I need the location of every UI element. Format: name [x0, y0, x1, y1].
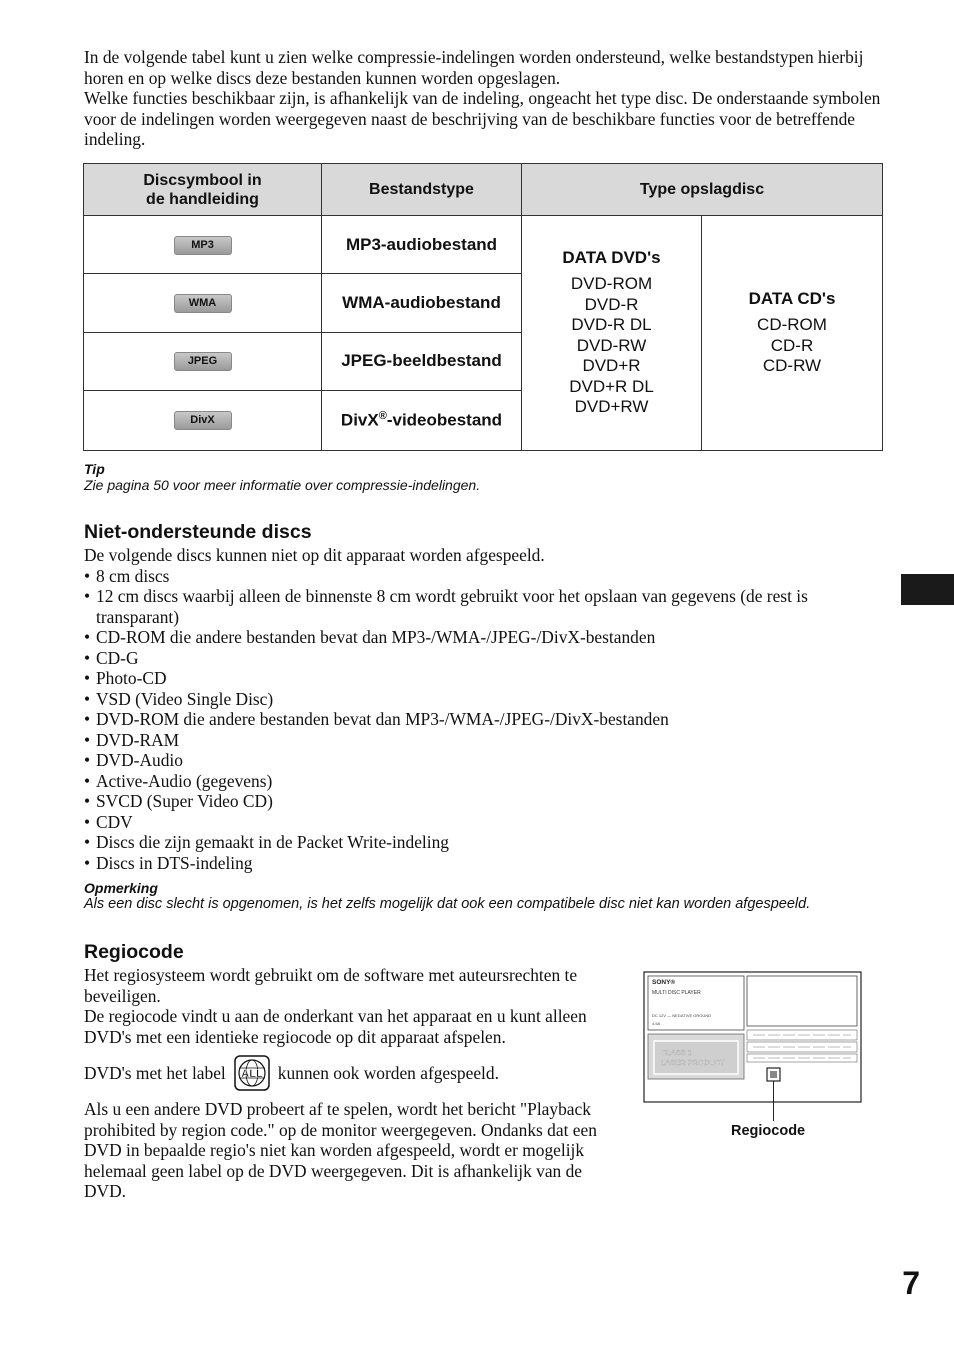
list-item: • CD-G [84, 648, 884, 669]
cd-type: CD-R [770, 335, 814, 355]
unsupported-section [84, 545, 884, 873]
list-item: • 8 cm discs [84, 566, 884, 587]
tip-heading: Tip [84, 461, 105, 477]
list-item: • CDV [84, 812, 884, 833]
list-item: • Discs die zijn gemaakt in de Packet Write-indeling [84, 832, 884, 853]
dvd-type: DVD-R [584, 294, 639, 314]
list-item: • Active-Audio (gegevens) [84, 771, 884, 792]
unsupported-intro: De volgende discs kunnen niet op dit apparaat worden afgespeeld. [84, 545, 545, 565]
mp3-symbol-icon: MP3 [174, 236, 232, 255]
file-type-cell: DivX®-videobestand [322, 390, 522, 450]
file-type-cell: JPEG-beeldbestand [322, 332, 522, 390]
dvd-type: DVD+RW [574, 397, 649, 417]
svg-text:SONY®: SONY® [652, 979, 676, 986]
side-tab-marker [901, 574, 954, 605]
dvd-type: DVD-RW [576, 335, 647, 355]
table-row [84, 216, 883, 274]
region-heading: Regiocode [84, 941, 184, 963]
list-item: • SVCD (Super Video CD) [84, 791, 884, 812]
region-callout-label: Regiocode [731, 1123, 806, 1139]
note-block [84, 880, 894, 912]
list-item: • DVD-ROM die andere bestanden bevat dan MP3-/WMA-/JPEG-/DivX-bestanden [84, 709, 884, 730]
dvd-type: DVD+R [582, 356, 641, 376]
data-cds-cell [702, 216, 883, 451]
dvd-type: DVD+R DL [569, 376, 654, 396]
file-type-cell: MP3-audiobestand [322, 216, 522, 274]
list-item: • VSD (Video Single Disc) [84, 689, 884, 710]
file-type-cell: WMA-audiobestand [322, 274, 522, 332]
jpeg-symbol-icon: JPEG [174, 352, 232, 371]
list-item: • Discs in DTS-indeling [84, 853, 884, 874]
table-header-row [84, 164, 883, 216]
note-heading: Opmerking [84, 880, 158, 896]
list-item: • DVD-Audio [84, 750, 884, 771]
list-item: • Photo-CD [84, 668, 884, 689]
dvd-type: DVD-R DL [571, 315, 652, 335]
header-storage: Type opslagdisc [522, 164, 883, 216]
note-text: Als een disc slecht is opgenomen, is het zelfs mogelijk dat ook een compatibele disc niet kan worden afgespeeld. [84, 896, 811, 912]
format-table [83, 163, 882, 451]
region-paragraph-1a: Het regiosysteem wordt gebruikt om de software met auteursrechten te beveiligen. [84, 965, 578, 1006]
unsupported-list [84, 566, 884, 874]
tip-block [84, 461, 480, 493]
region-label-line: DVD's met het label ALL kunnen ook worden afgespeeld. [84, 1055, 614, 1091]
svg-text:DC 12V — NEGATIVE GROUND: DC 12V — NEGATIVE GROUND [652, 1013, 712, 1018]
device-label-illustration [643, 971, 862, 1103]
region-paragraph-3: Als u een andere DVD probeert af te spelen, wordt het bericht "Playback prohibited by region code." op de monitor weergegeven. Ondanks dat een DVD in bepaalde regio's niet kan worden afgespeeld, wordt er mogelijk helemaal geen label op de DVD weergegeven. Dit is afhankelijk van de DVD. [84, 1099, 597, 1201]
wma-symbol-icon: WMA [174, 294, 232, 313]
tip-text: Zie pagina 50 voor meer informatie over compressie-indelingen. [84, 477, 481, 493]
data-dvds-cell [522, 216, 702, 451]
svg-text:LASER PRODUCT: LASER PRODUCT [661, 1058, 725, 1067]
header-file-type: Bestandstype [322, 164, 522, 216]
svg-text:4.5A: 4.5A [652, 1021, 661, 1026]
list-item: • DVD-RAM [84, 730, 884, 751]
cd-type: CD-RW [762, 356, 822, 376]
svg-text:MULTI DISC PLAYER: MULTI DISC PLAYER [652, 990, 701, 996]
svg-text:ALL: ALL [241, 1068, 263, 1080]
region-all-icon [234, 1055, 270, 1091]
page-number: 7 [902, 1265, 920, 1301]
dvd-type: DVD-ROM [570, 274, 653, 294]
intro-paragraph-2: Welke functies beschikbaar zijn, is afhankelijk van de indeling, ongeacht het type disc. De onderstaande symbolen voor de indelingen worden weergegeven naast de beschrijving van de beschikbare functies voor de betreffende indeling. [84, 88, 881, 149]
unsupported-heading: Niet-ondersteunde discs [84, 521, 312, 543]
list-item: • 12 cm discs waarbij alleen de binnenste 8 cm wordt gebruikt voor het opslaan van gegevens (de rest is transparant) [84, 586, 884, 627]
region-paragraph-1b: De regiocode vindt u aan de onderkant van het apparaat en u kunt alleen DVD's met een identieke regiocode op dit apparaat afspelen. [84, 1006, 587, 1047]
cd-type: CD-ROM [757, 315, 827, 335]
list-item: • CD-ROM die andere bestanden bevat dan MP3-/WMA-/JPEG-/DivX-bestanden [84, 627, 884, 648]
divx-symbol-icon: DivX [174, 411, 232, 430]
intro-text [84, 47, 884, 150]
region-text [84, 965, 614, 1202]
data-dvds-title: DATA DVD's [562, 248, 661, 268]
intro-paragraph-1: In de volgende tabel kunt u zien welke compressie-indelingen worden ondersteund, welke bestandstypen hierbij horen en op welke discs deze bestanden kunnen worden opgeslagen. [84, 47, 864, 88]
header-symbol: Discsymbool in de handleiding [84, 164, 322, 216]
svg-text:CLASS 1: CLASS 1 [661, 1048, 692, 1057]
data-cds-title: DATA CD's [748, 289, 836, 309]
